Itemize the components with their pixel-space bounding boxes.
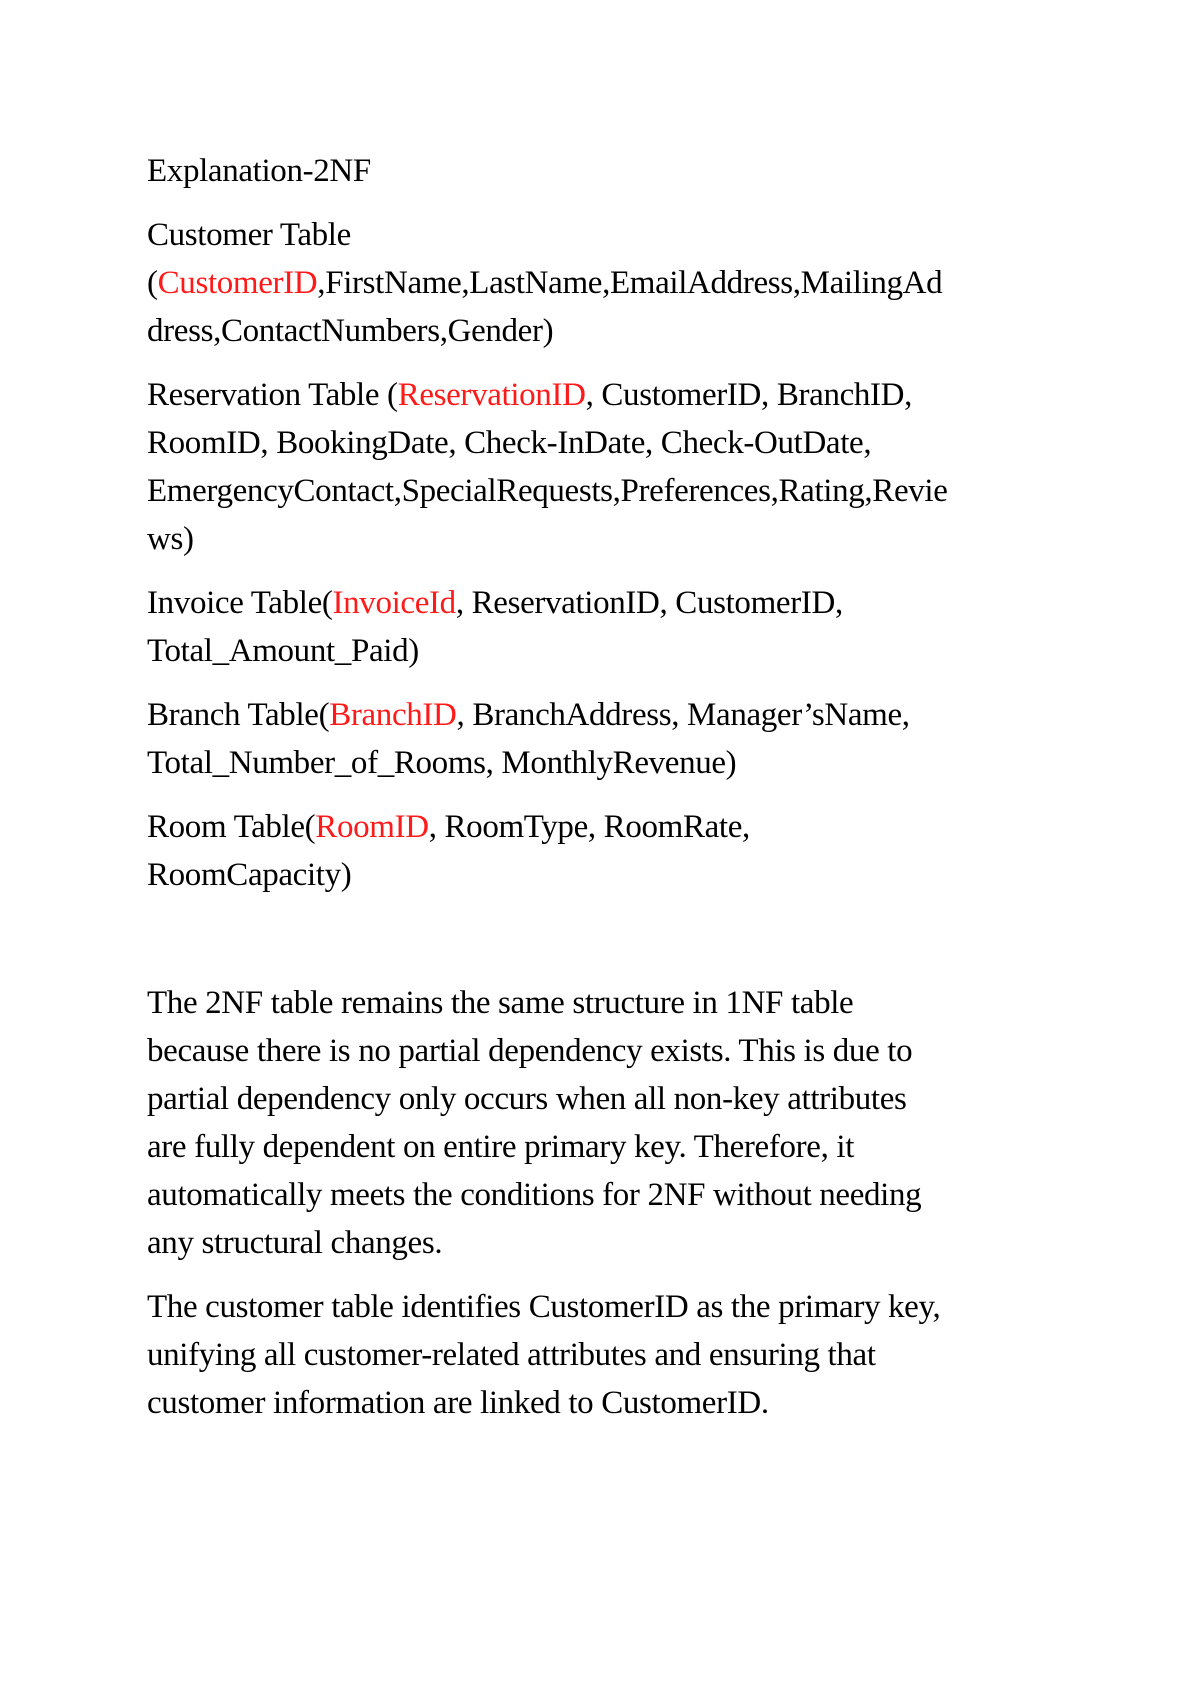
- paragraph-line: The customer table identifies CustomerID as the primary key,: [147, 1289, 941, 1325]
- invoice-table-line-1: [147, 579, 843, 627]
- paragraph-line: because there is no partial dependency exists. This is due to: [147, 1033, 913, 1069]
- paragraph-line: partial dependency only occurs when all non-key attributes: [147, 1081, 907, 1117]
- room-table-line-1: [147, 803, 750, 851]
- table-text: , CustomerID, BranchID,: [585, 377, 913, 413]
- paragraph-line: any structural changes.: [147, 1225, 443, 1261]
- table-text: (: [147, 265, 158, 301]
- primary-key-reservationid: ReservationID: [397, 377, 586, 413]
- primary-key-invoiceid: InvoiceId: [332, 585, 456, 621]
- table-text: Total_Number_of_Rooms, MonthlyRevenue): [147, 745, 737, 781]
- table-text: Branch Table(: [147, 697, 330, 733]
- table-text: ws): [147, 521, 194, 557]
- table-text: Room Table(: [147, 809, 316, 845]
- customer-table-line-1: [147, 211, 351, 259]
- invoice-table-line-2: [147, 627, 419, 675]
- branch-table-line-2: [147, 739, 736, 787]
- primary-key-roomid: RoomID: [315, 809, 429, 845]
- reservation-table-line-1: [147, 371, 912, 419]
- table-text: , BranchAddress, Manager’sName,: [456, 697, 910, 733]
- table-text: , RoomType, RoomRate,: [428, 809, 750, 845]
- paragraph-line: are fully dependent on entire primary key. Therefore, it: [147, 1129, 855, 1165]
- table-text: dress,ContactNumbers,Gender): [147, 313, 554, 349]
- table-text: RoomCapacity): [147, 857, 352, 893]
- page-title: Explanation-2NF: [147, 153, 371, 189]
- paragraph-line: The 2NF table remains the same structure in 1NF table: [147, 985, 854, 1021]
- customer-table-line-3: [147, 307, 553, 355]
- table-text: EmergencyContact,SpecialRequests,Preferences,Rating,Revie: [147, 473, 948, 509]
- room-table-line-2: [147, 851, 351, 899]
- table-text: Reservation Table (: [147, 377, 398, 413]
- table-text: Total_Amount_Paid): [147, 633, 419, 669]
- paragraph-line: automatically meets the conditions for 2NF without needing: [147, 1177, 922, 1213]
- reservation-table-line-3: [147, 467, 948, 515]
- customer-table-line-2: [147, 259, 942, 307]
- paragraph-line: unifying all customer-related attributes and ensuring that: [147, 1337, 876, 1373]
- table-text: ,FirstName,LastName,EmailAddress,MailingAd: [317, 265, 943, 301]
- table-text: RoomID, BookingDate, Check-InDate, Check-OutDate,: [147, 425, 872, 461]
- reservation-table-line-4: [147, 515, 194, 563]
- primary-key-customerid: CustomerID: [157, 265, 318, 301]
- reservation-table-line-2: [147, 419, 871, 467]
- paragraph-line: customer information are linked to CustomerID.: [147, 1385, 769, 1421]
- branch-table-line-1: [147, 691, 910, 739]
- table-text: Invoice Table(: [147, 585, 333, 621]
- table-text: Customer Table: [147, 217, 351, 253]
- primary-key-branchid: BranchID: [329, 697, 457, 733]
- table-text: , ReservationID, CustomerID,: [455, 585, 843, 621]
